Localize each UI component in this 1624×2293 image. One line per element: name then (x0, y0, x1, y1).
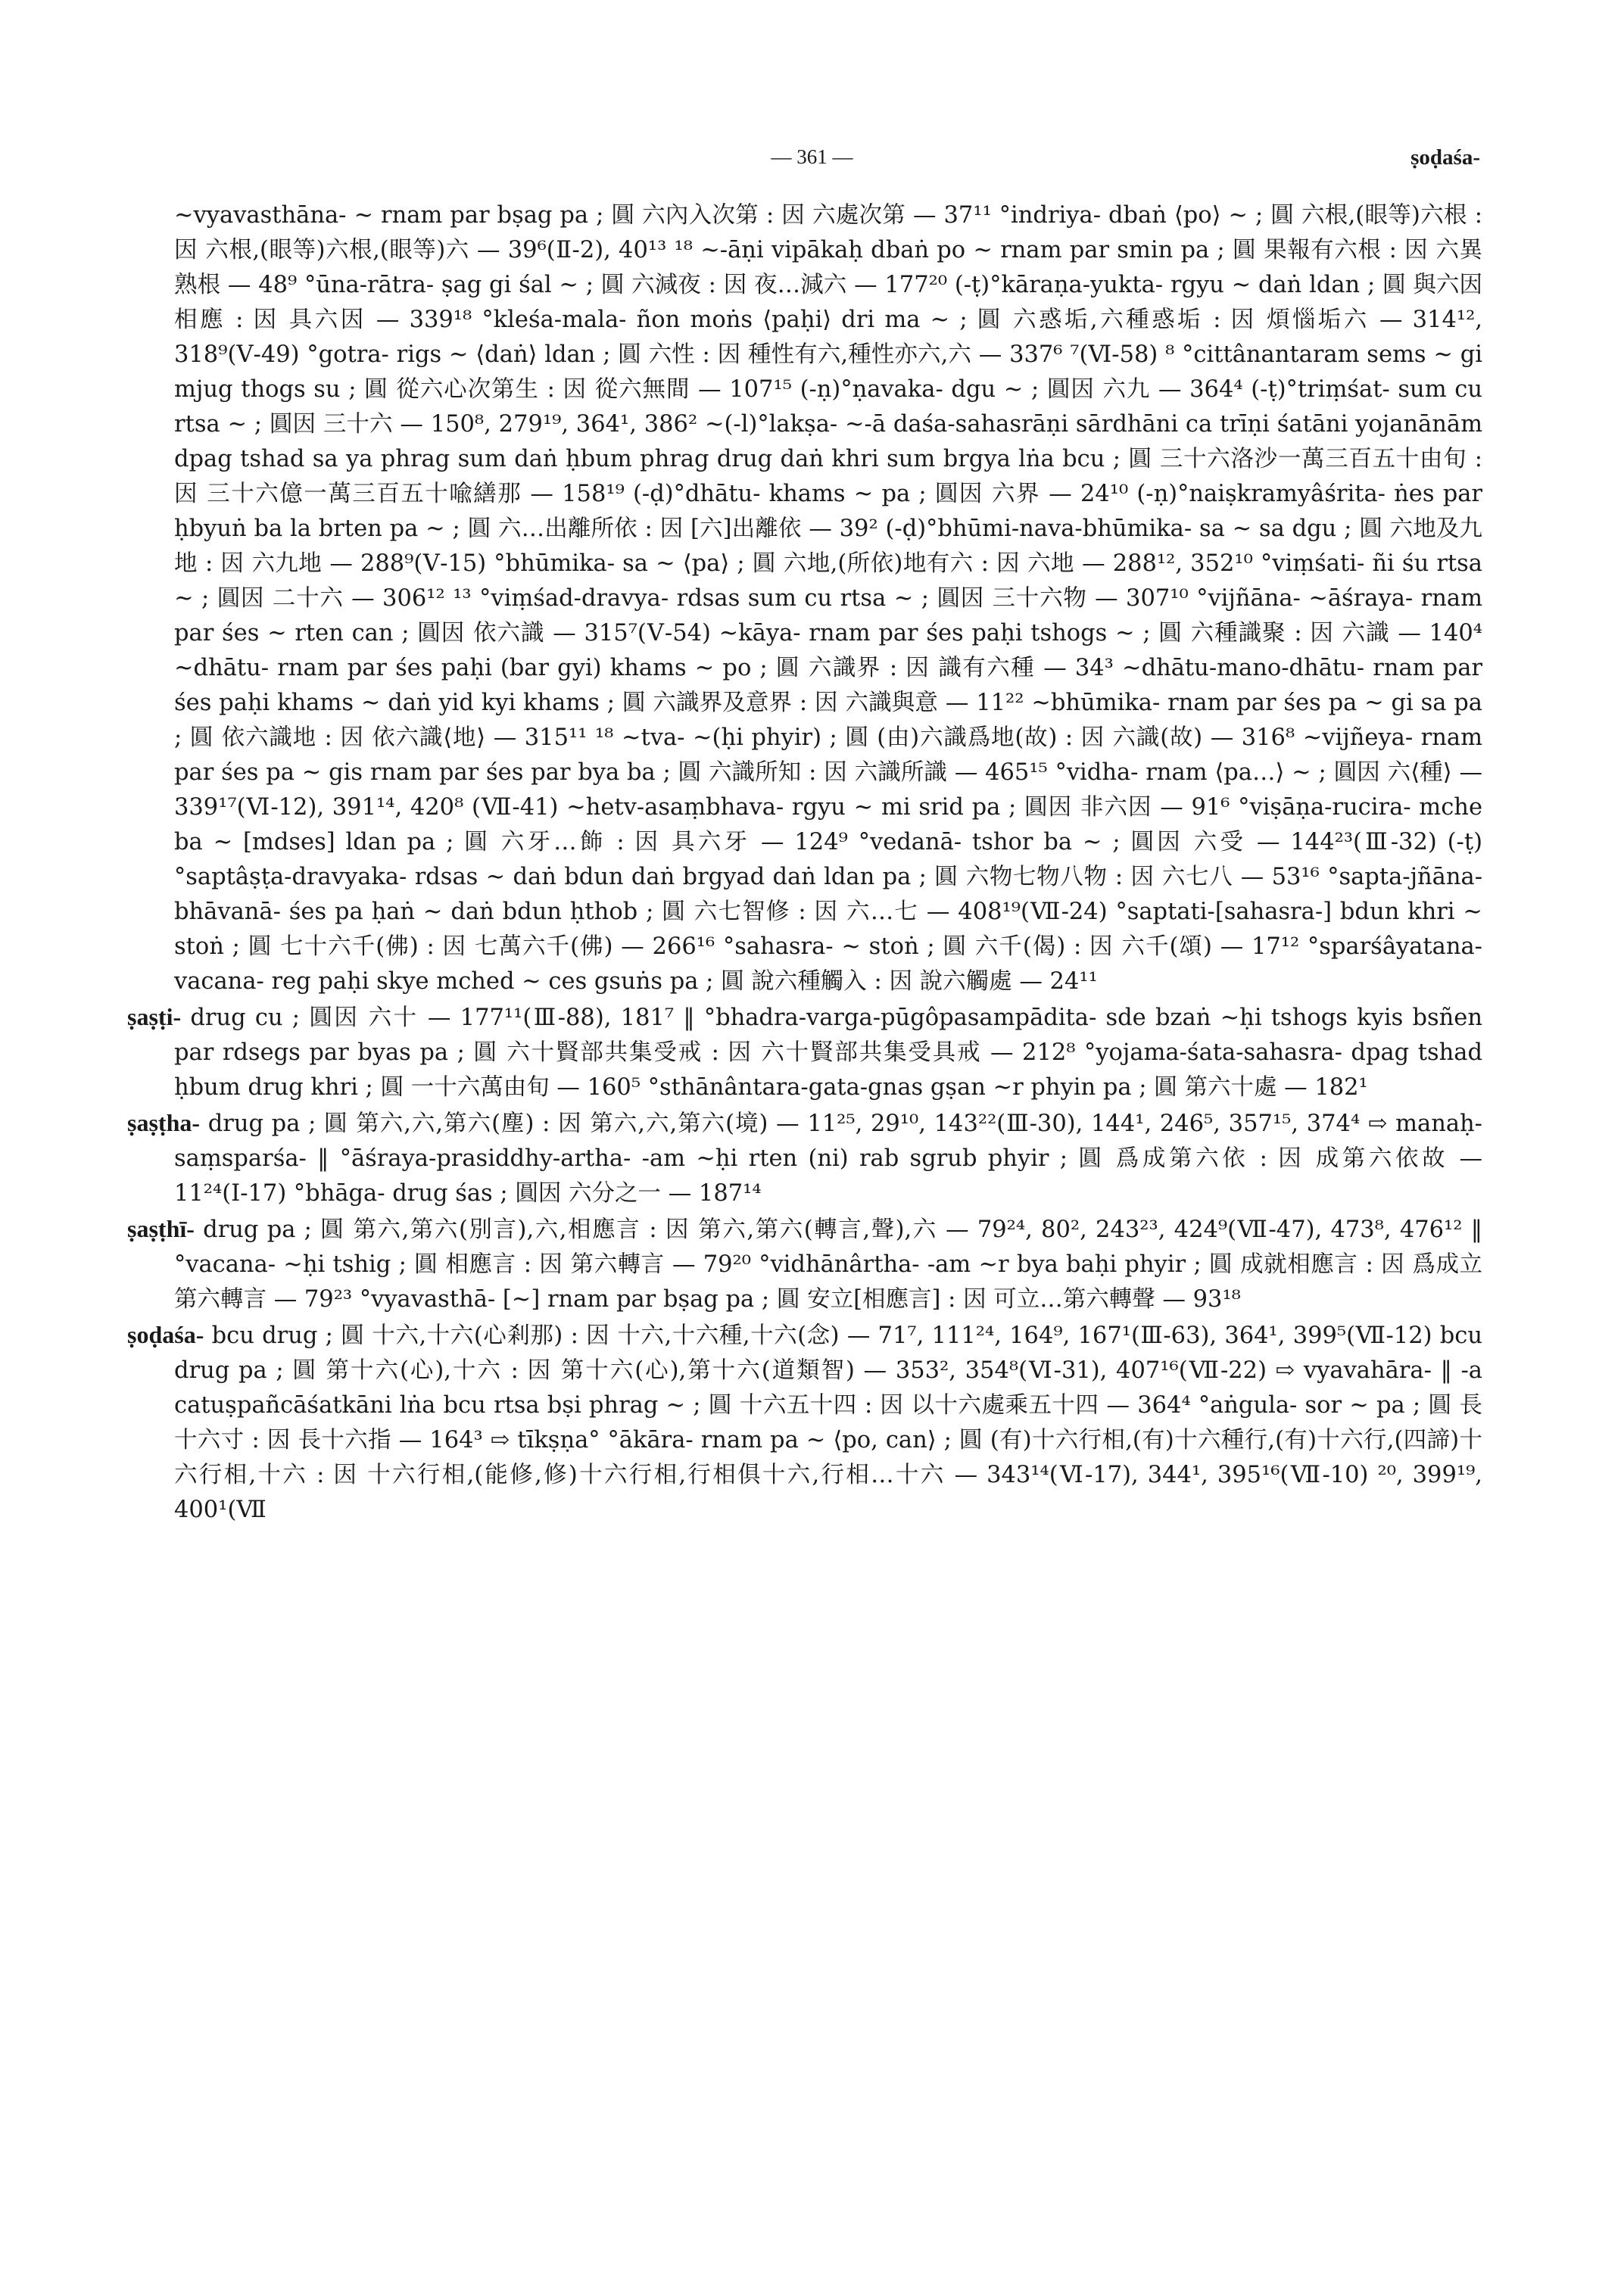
page-header (0, 145, 1624, 182)
entry-text: drug pa ; 圓 第六,六,第六(塵) : 因 第六,六,第六(境) — 11²⁵, 29¹⁰, 143²²(Ⅲ-30), 144¹, 246⁵, 357¹⁵, 374⁴ ⇨ manaḥ-saṃsparśa- ‖ °āśraya-prasiddhy-artha- -am ~ḥi rten (ni) rab sgrub phyir ; 圓 爲成第六依 : 因 成第六依故 — 11²⁴(Ⅰ-17) °bhāga- drug śas ; 圓因 六分之一 — 187¹⁴ (174, 1111, 1482, 1207)
dictionary-entry (127, 1211, 1482, 1317)
dictionary-body (127, 198, 1482, 1528)
dictionary-entry (127, 1105, 1482, 1211)
running-head: ṣoḍaśa- (1410, 145, 1480, 170)
dictionary-entry (127, 1317, 1482, 1528)
entry-headword: ṣaṣṭha- (127, 1109, 201, 1136)
dictionary-entry (127, 999, 1482, 1105)
entry-text: bcu drug ; 圓 十六,十六(心剎那) : 因 十六,十六種,十六(念) — 71⁷, 111²⁴, 164⁹, 167¹(Ⅲ-63), 364¹, 399⁵(Ⅶ-12) bcu drug pa ; 圓 第十六(心),十六 : 因 第十六(心),第十六(道類智) — 353², 354⁸(Ⅵ-31), 407¹⁶(Ⅶ-22) ⇨ vyavahāra- ‖ -a catuṣpañcāśatkāni lṅa bcu rtsa bṣi phrag ~ ; 圓 十六五十四 : 因 以十六處乘五十四 — 364⁴ °aṅgula- sor ~ pa ; 圓 長十六寸 : 因 長十六指 — 164³ ⇨ tīkṣṇa° °ākāra- rnam pa ~ ⟨po, can⟩ ; 圓 (有)十六行相,(有)十六種行,(有)十六行,(四諦)十六行相,十六 : 因 十六行相,(能修,修)十六行相,行相俱十六,行相…十六 — 343¹⁴(Ⅵ-17), 344¹, 395¹⁶(Ⅶ-10) ²⁰, 399¹⁹, 400¹(Ⅶ (174, 1323, 1482, 1523)
entry-text: drug cu ; 圓因 六十 — 177¹¹(Ⅲ-88), 181⁷ ‖ °bhadra-varga-pūgôpasampādita- sde bzaṅ ~ḥi tshogs kyis bsñen par rdsegs par byas pa ; 圓 六十賢部共集受戒 : 因 六十賢部共集受具戒 — 212⁸ °yojama-śata-sahasra- dpag tshad ḥbum drug khri ; 圓 一十六萬由旬 — 160⁵ °sthānântara-gata-gnas gṣan ~r phyin pa ; 圓 第六十處 — 182¹ (174, 1005, 1482, 1101)
page-number: — 361 — (771, 145, 853, 168)
entry-headword: ṣoḍaśa- (127, 1321, 204, 1348)
entry-headword: ṣaṣṭhī- (127, 1215, 195, 1242)
entry-headword: ṣaṣṭi- (127, 1003, 182, 1030)
continuation-block: ~vyavasthāna- ~ rnam par bṣag pa ; 圓 六內入次第 : 因 六處次第 — 37¹¹ °indriya- dbaṅ ⟨po⟩ ~ ; 圓 六根,(眼等)六根 : 因 六根,(眼等)六根,(眼等)六 — 39⁶(Ⅱ-2), 40¹³ ¹⁸ ~-āṇi vipākaḥ dbaṅ po ~ rnam par smin pa ; 圓 果報有六根 : 因 六異熟根 — 48⁹ °ūna-rātra- ṣag gi śal ~ ; 圓 六減夜 : 因 夜…減六 — 177²⁰ (-ṭ)°kāraṇa-yukta- rgyu ~ daṅ ldan ; 圓 與六因相應 : 因 具六因 — 339¹⁸ °kleśa-mala- ñon moṅs ⟨paḥi⟩ dri ma ~ ; 圓 六惑垢,六種惑垢 : 因 煩惱垢六 — 314¹², 318⁹(Ⅴ-49) °gotra- rigs ~ ⟨daṅ⟩ ldan ; 圓 六性 : 因 種性有六,種性亦六,六 — 337⁶ ⁷(Ⅵ-58) ⁸ °cittânantaram sems ~ gi mjug thogs su ; 圓 從六心次第生 : 因 從六無間 — 107¹⁵ (-ṇ)°ṇavaka- dgu ~ ; 圓因 六九 — 364⁴ (-ṭ)°triṃśat- sum cu rtsa ~ ; 圓因 三十六 — 150⁸, 279¹⁹, 364¹, 386² ~(-l)°lakṣa- ~-ā daśa-sahasrāṇi sārdhāni ca trīṇi śatāni yojanānām dpag tshad sa ya phrag sum daṅ ḥbum phrag drug daṅ khri sum brgya lṅa bcu ; 圓 三十六洛沙一萬三百五十由旬 : 因 三十六億一萬三百五十喩繕那 — 158¹⁹ (-ḍ)°dhātu- khams ~ pa ; 圓因 六界 — 24¹⁰ (-ṇ)°naiṣkramyâśrita- ṅes par ḥbyuṅ ba la brten pa ~ ; 圓 六…出離所依 : 因 [六]出離依 — 39² (-ḍ)°bhūmi-nava-bhūmika- sa ~ sa dgu ; 圓 六地及九地 : 因 六九地 — 288⁹(Ⅴ-15) °bhūmika- sa ~ ⟨pa⟩ ; 圓 六地,(所依)地有六 : 因 六地 — 288¹², 352¹⁰ °viṃśati- ñi śu rtsa ~ ; 圓因 二十六 — 306¹² ¹³ °viṃśad-dravya- rdsas sum cu rtsa ~ ; 圓因 三十六物 — 307¹⁰ °vijñāna- ~āśraya- rnam par śes ~ rten can ; 圓因 依六識 — 315⁷(Ⅴ-54) ~kāya- rnam par śes paḥi tshogs ~ ; 圓 六種識聚 : 因 六識 — 140⁴ ~dhātu- rnam par śes paḥi (bar gyi) khams ~ po ; 圓 六識界 : 因 識有六種 — 34³ ~dhātu-mano-dhātu- rnam par śes paḥi khams ~ daṅ yid kyi khams ; 圓 六識界及意界 : 因 六識與意 — 11²² ~bhūmika- rnam par śes pa ~ gi sa pa ; 圓 依六識地 : 因 依六識⟨地⟩ — 315¹¹ ¹⁸ ~tva- ~(ḥi phyir) ; 圓 (由)六識爲地(故) : 因 六識(故) — 316⁸ ~vijñeya- rnam par śes pa ~ gis rnam par śes par bya ba ; 圓 六識所知 : 因 六識所識 — 465¹⁵ °vidha- rnam ⟨pa…⟩ ~ ; 圓因 六⟨種⟩ — 339¹⁷(Ⅵ-12), 391¹⁴, 420⁸ (Ⅶ-41) ~hetv-asaṃbhava- rgyu ~ mi srid pa ; 圓因 非六因 — 91⁶ °viṣāṇa-rucira- mche ba ~ [mdses] ldan pa ; 圓 六牙…飾 : 因 具六牙 — 124⁹ °vedanā- tshor ba ~ ; 圓因 六受 — 144²³(Ⅲ-32) (-ṭ)°saptâṣṭa-dravyaka- rdsas ~ daṅ bdun daṅ brgyad daṅ ldan pa ; 圓 六物七物八物 : 因 六七八 — 53¹⁶ °sapta-jñāna-bhāvanā- śes pa ḥaṅ ~ daṅ bdun ḥthob ; 圓 六七智修 : 因 六…七 — 408¹⁹(Ⅶ-24) °saptati-[sahasra-] bdun khri ~ stoṅ ; 圓 七十六千(佛) : 因 七萬六千(佛) — 266¹⁶ °sahasra- ~ stoṅ ; 圓 六千(偈) : 因 六千(頌) — 17¹² °sparśâyatana-vacana- reg paḥi skye mched ~ ces gsuṅs pa ; 圓 說六種觸入 : 因 說六觸處 — 24¹¹ (174, 202, 1482, 995)
entry-text: drug pa ; 圓 第六,第六(別言),六,相應言 : 因 第六,第六(轉言,聲),六 — 79²⁴, 80², 243²³, 424⁹(Ⅶ-47), 473⁸, 476¹² ‖ °vacana- ~ḥi tshig ; 圓 相應言 : 因 第六轉言 — 79²⁰ °vidhānârtha- -am ~r bya baḥi phyir ; 圓 成就相應言 : 因 爲成立第六轉言 — 79²³ °vyavasthā- [~] rnam par bṣag pa ; 圓 安立[相應言] : 因 可立…第六轉聲 — 93¹⁸ (174, 1217, 1483, 1313)
